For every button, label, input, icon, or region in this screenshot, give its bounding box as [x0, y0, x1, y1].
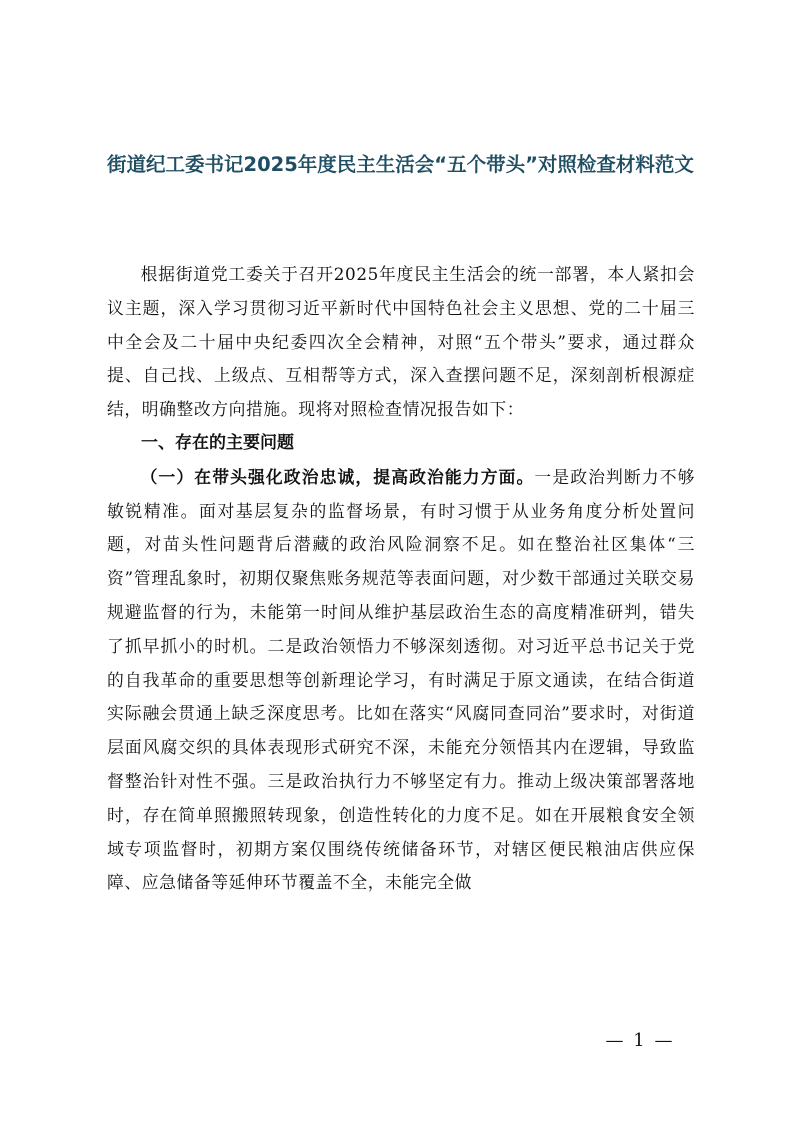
section-heading-main-problems: 一、存在的主要问题 [141, 432, 294, 453]
subsection-lead: （一）在带头强化政治忠诚，提高政治能力方面。 [140, 466, 535, 487]
document-body [107, 258, 695, 900]
intro-paragraph: 根据街道党工委关于召开2025年度民主生活会的统一部署，本人紧扣会议主题，深入学习贯彻习近平新时代中国特色社会主义思想、党的二十届三中全会及二十届中央纪委四次全会精神，对照“五个带头”要求，通过群众提、自己找、上级点、互相帮等方式，深入查摆问题不足，深刻剖析根源症结，明确整改方向措施。现将对照检查情况报告如下： [107, 264, 695, 420]
document-title: 街道纪工委书记2025年度民主生活会“五个带头”对照检查材料范文 [107, 153, 694, 176]
subsection-text: 一是政治判断力不够敏锐精准。面对基层复杂的监督场景，有时习惯于从业务角度分析处置问题，对苗头性问题背后潜藏的政治风险洞察不足。如在整治社区集体“三资”管理乱象时，初期仅聚焦账务规范等表面问题，对少数干部通过关联交易规避监督的行为，未能第一时间从维护基层政治生态的高度精准研判，错失了抓早抓小的时机。二是政治领悟力不够深刻透彻。对习近平总书记关于党的自我革命的重要思想等创新理论学习，有时满足于原文通读，在结合街道实际融会贯通上缺乏深度思考。比如在落实“风腐同查同治”要求时，对街道层面风腐交织的具体表现形式研究不深，未能充分领悟其内在逻辑，导致监督整治针对性不强。三是政治执行力不够坚定有力。推动上级决策部署落地时，存在简单照搬照转现象，创造性转化的力度不足。如在开展粮食安全领域专项监督时，初期方案仅围绕传统储备环节，对辖区便民粮油店供应保障、应急储备等延伸环节覆盖不全，未能完全做 [107, 466, 696, 893]
page-number: — 1 — [605, 1030, 675, 1051]
subsection-paragraph-political-loyalty [107, 461, 695, 900]
